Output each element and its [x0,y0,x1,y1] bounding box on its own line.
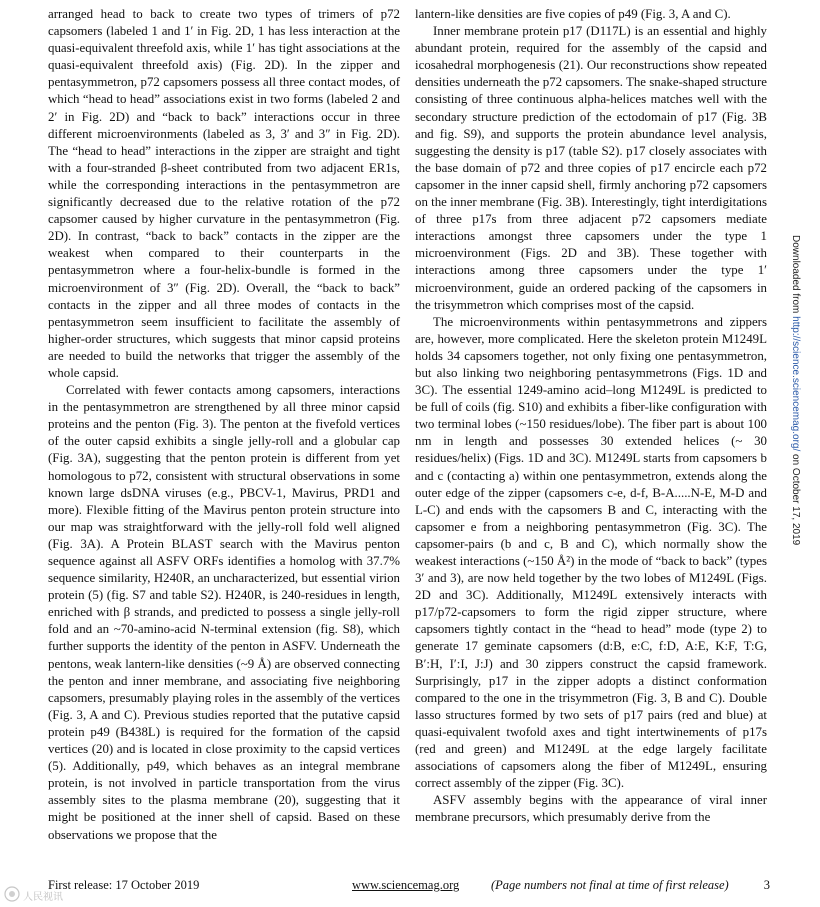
site-link[interactable]: www.sciencemag.org [352,878,460,892]
download-notice [790,235,801,545]
download-link[interactable]: http://science.sciencemag.org/ [790,316,801,452]
page-footer [48,878,770,896]
left-column [48,6,400,844]
page-number: 3 [763,878,770,892]
paragraph: ASFV assembly begins with the appearance of viral inner membrane precursors, which presumably derive from the [415,793,767,825]
paragraph: The microenvironments within pentasymmetrons and zippers are, however, more complicated. Here the skeleton protein M1249L holds 34 capsomers together, not only fixing one pentasymmetron, but also linking two neighboring pentasymmetrons (Figs. 1D and 3C). The essential 1249-amino acid–long M1249L is predicted to be full of coils (fig. S10) and exhibits a fiber-like configuration with two terminal lobes (~150 residues/lobe). The fiber part is about 100 nm in length and possesses 30 extended helices (~ 30 residues/helix) (Figs. 1D and 3C). M1249L starts from capsomers b and c (contacting a) within one pentasymmetron, extends along the outer edge of the zipper (capsomers c-e, d-f, B-A.....N-E, M-D and L-C) and ends with the capsomers B and C, interacting with the capsomer e from a neighboring pentasymmetron (Fig. 3C). The capsomer-pairs (b and c, B and C), which normally show the weakest interactions (~150 Å²) in the mode of “back to back” (types 3′ and 3), are now held together by the two lobes of M1249L (Figs. 2D and 3C). Additionally, M1249L extensively interacts with p17/p72-capsomers to form the rigid zipper structure, where capsomers tightly contact in the “head to head” mode (type 2) to generate 17 geminate capsomers (d:B, e:C, f:D, A:E, K:F, T:G, B′:H, I′:I, J:J) and 30 zippers construct the capsid framework. Surprisingly, p17 in the zipper adopts a distinct conformation compared to the one in the trisymmetron (Fig. 3, B and C). Double lasso structures formed by two sets of p17 pairs (red and blue) at quasi-equivalent twofold axes and tight intertwinements of p17s (red and green) and M1249L at the edge largely facilitate associations of capsomers along the fiber of M1249L, ensuring correct assembly of the zipper (Fig. 3C). [415,314,767,791]
download-notice-prefix: Downloaded from [790,235,801,317]
page-number-note: (Page numbers not final at time of first release) [491,878,729,892]
watermark [4,884,72,904]
download-notice-date: on October 17, 2019 [790,451,801,546]
watermark-logo-icon [4,886,20,902]
release-date: First release: 17 October 2019 [48,878,200,892]
paragraph: lantern-like densities are five copies of p49 (Fig. 3, A and C). [415,7,731,21]
paragraph: Correlated with fewer contacts among capsomers, interactions in the pentasymmetron are strengthened by all three minor capsid proteins and the penton (Fig. 3). The penton at the fivefold vertices of the outer capsid exhibits a single jelly-roll and a globular cap (Fig. 3A), suggesting that the penton protein is different from yet homologous to p72, consistent with structural observations in some known large dsDNA viruses (e.g., PBCV-1, Mavirus, PRD1 and more). Flexible fitting of the Mavirus penton protein structure into our map was straightforward with the jelly-roll fold well aligned (Fig. 3A). A Protein BLAST search with the Mavirus penton sequence against all ASFV ORFs identifies a homolog with 37.7% sequence similarity, H240R, an uncharacterized, but essential virion protein (5) (fig. S7 and table S2). H240R, is 240-residues in length, enriched with β strands, and predicted to possess a single jelly-roll fold and an ~70-amino-acid N-terminal extension (fig. S8), which further supports the identity of the penton in ASFV. Underneath the pentons, weak lantern-like densities (~9 Å) are observed connecting the penton and inner membrane, and associating five neighboring capsomers, presumably playing roles in the assembly of the vertices (Fig. 3, A and C). Previous studies reported that the putative capsid protein p49 (B438L) is required for the formation of the capsid vertices (20) and is located in close proximity to the capsid vertices (5). Additionally, p49, which behaves as an integral membrane protein, is not involved in particle transportation from the virus assembly sites to the plasma membrane (20), suggesting that it might be positioned at the inner shell of capsid. Based on these observations we propose that the [48,383,400,842]
right-column [415,6,767,827]
paragraph: Inner membrane protein p17 (D117L) is an essential and highly abundant protein, required for the assembly of the capsid and icosahedral morphogenesis (21). Our reconstructions show repeated densities underneath the p72 capsomers. The snake-shaped structure consisting of three continuous alpha-helices matches well with the secondary structure prediction of the ectodomain of p17 (Fig. 3B and fig. S9), and supports the protein abundance level analysis, suggesting the density is p17 (table S2). p17 closely associates with the base domain of p72 and three copies of p17 encircle each p72 capsomer in the inner capsid shell, firmly anchoring p72 capsomers on the inner membrane (Fig. 3B). Interestingly, tight interdigitations of three p17s from three adjacent p72 capsomers mediate interactions amongst three capsomers under the type 1 microenvironment (Figs. 2D and 3B). These together with interactions among three capsomers under the type 1′ microenvironment, guide an ordered packing of the capsomers in the trisymmetron which comprises most of the capsid. [415,24,767,312]
paragraph: arranged head to back to create two types of trimers of p72 capsomers (labeled 1 and 1′ in Fig. 2D, 1 has less interaction at the quasi-equivalent threefold axis, while 1′ has tight associations at the quasi-equivalent threefold axis) (Fig. 2D). In the zipper and pentasymmetron, p72 capsomers possess all three contact modes, of which “head to head” associations exist in two forms (labeled 2 and 2′ in Fig. 2D) and “back to back” interactions occur in three different microenvironments (labeled as 3, 3′ and 3″ in Fig. 2D). The “head to head” interactions in the zipper are straight and tight with a four-stranded β-sheet contributed from two adjacent ER1s, while the corresponding interactions in the pentasymmetron are significantly decreased due to the relative rotation of the p72 capsomer caused by higher curvature in the pentasymmetron (Fig. 2D). In contrast, “back to back” contacts in the zipper are the weakest when compared to their counterparts in the pentasymmetron where a four-helix-bundle is formed in the microenvironment of 3″ (Fig. 2D). Overall, the “back to back” contacts in the zipper and all three modes of contacts in the pentasymmetron seem insufficient to facilitate the assembly of higher-order structures, which suggests that minor capsid proteins are needed to build the networks that trigger the assembly of the whole capsid. [48,7,400,380]
watermark-text: 人民视讯 [23,892,63,903]
